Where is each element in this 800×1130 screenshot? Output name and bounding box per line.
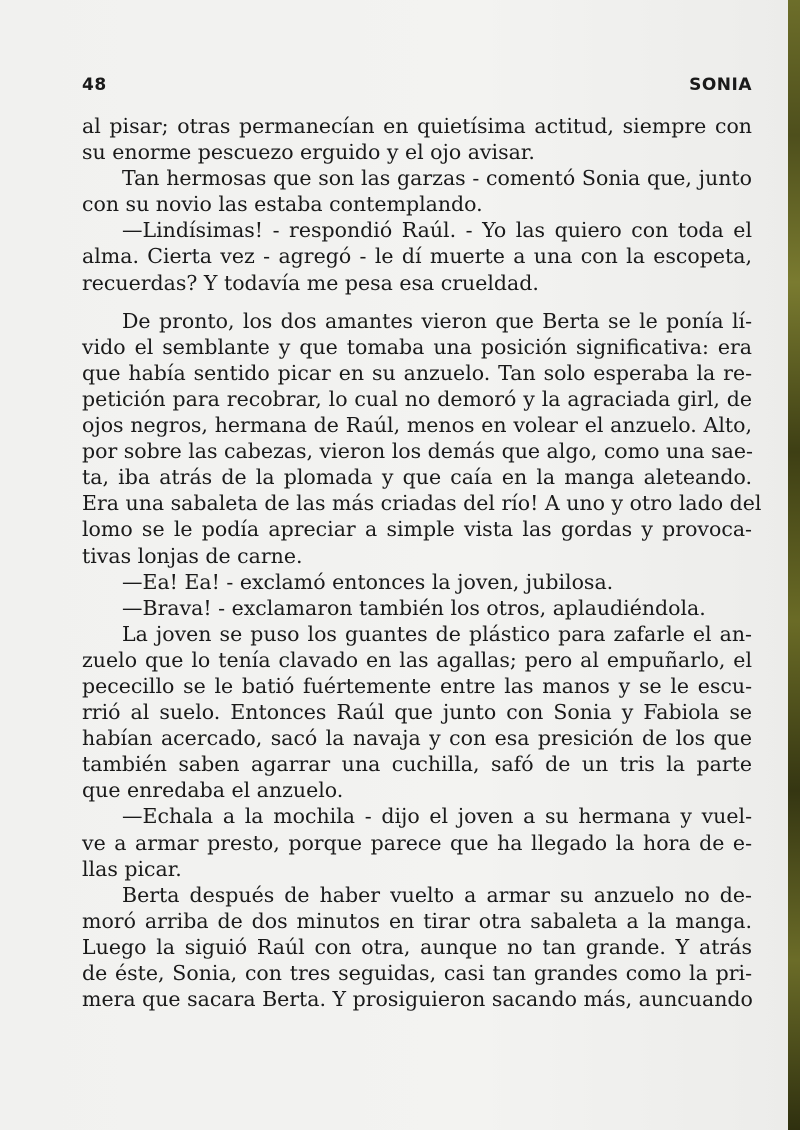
text-line: petición para recobrar, lo cual no demoró y la agraciada girl, de: [82, 386, 752, 411]
text-line: habían acercado, sacó la navaja y con esa presición de los que: [82, 726, 752, 751]
text-line: Berta después de haber vuelto a armar su anzuelo no de-: [122, 882, 752, 907]
text-line: ojos negros, hermana de Raúl, menos en volear el anzuelo. Alto,: [82, 413, 752, 438]
text-line: alma. Cierta vez - agregó - le dí muerte a una con la escopeta,: [82, 244, 752, 269]
text-line: De pronto, los dos amantes vieron que Berta se le ponía lí-: [122, 308, 752, 333]
text-line: —Echala a la mochila - dijo el joven a su hermana y vuel-: [122, 804, 752, 829]
text-line: moró arriba de dos minutos en tirar otra sabaleta a la manga.: [82, 908, 752, 933]
text-line: ta, iba atrás de la plomada y que caía en la manga aleteando.: [82, 465, 752, 490]
text-line: —Ea! Ea! - exclamó entonces la joven, jubilosa.: [122, 569, 614, 594]
text-line: —Brava! - exclamaron también los otros, aplaudiéndola.: [122, 595, 706, 620]
text-line: vido el semblante y que tomaba una posición significativa: era: [82, 334, 752, 359]
text-line: también saben agarrar una cuchilla, safó de un tris la parte: [82, 752, 752, 777]
text-line: Era una sabaleta de las más criadas del río! A uno y otro lado del: [82, 491, 762, 516]
text-line: llas picar.: [82, 856, 182, 881]
text-line: que enredaba el anzuelo.: [82, 778, 344, 803]
text-line: de éste, Sonia, con tres seguidas, casi tan grandes como la pri-: [82, 961, 752, 985]
text-line: que había sentido picar en su anzuelo. Tan solo esperaba la re-: [82, 360, 752, 385]
body-text: [82, 113, 762, 1012]
text-line: recuerdas? Y todavía me pesa esa crueldad.: [82, 270, 539, 295]
text-line: lomo se le podía apreciar a simple vista las gordas y provoca-: [82, 517, 752, 542]
text-line: rrió al suelo. Entonces Raúl que junto con Sonia y Fabiola se: [82, 700, 752, 725]
text-line: La joven se puso los guantes de plástico para zafarle el an-: [122, 621, 752, 646]
text-line: su enorme pescuezo erguido y el ojo avisar.: [82, 140, 535, 165]
page-edge-shadow: [788, 0, 800, 1130]
text-line: ve a armar presto, porque parece que ha llegado la hora de e-: [82, 830, 752, 855]
text-line: Tan hermosas que son las garzas - comentó Sonia que, junto: [122, 166, 752, 191]
page-number: 48: [82, 75, 107, 95]
text-line: mera que sacara Berta. Y prosiguieron sacando más, auncuando: [82, 987, 753, 1012]
text-line: al pisar; otras permanecían en quietísima actitud, siempre con: [82, 114, 752, 138]
text-line: tivas lonjas de carne.: [82, 543, 303, 568]
text-line: Luego la siguió Raúl con otra, aunque no tan grande. Y atrás: [82, 934, 752, 959]
text-line: pececillo se le batió fuértemente entre las manos y se le escu-: [82, 673, 752, 698]
page-header: [82, 75, 752, 101]
text-line: por sobre las cabezas, vieron los demás que algo, como una sae-: [82, 439, 753, 464]
running-head: SONIA: [689, 75, 752, 95]
text-line: zuelo que lo tenía clavado en las agallas; pero al empuñarlo, el: [82, 647, 752, 672]
text-line: —Lindísimas! - respondió Raúl. - Yo las quiero con toda el: [122, 218, 752, 243]
text-line: con su novio las estaba contemplando.: [82, 192, 483, 217]
